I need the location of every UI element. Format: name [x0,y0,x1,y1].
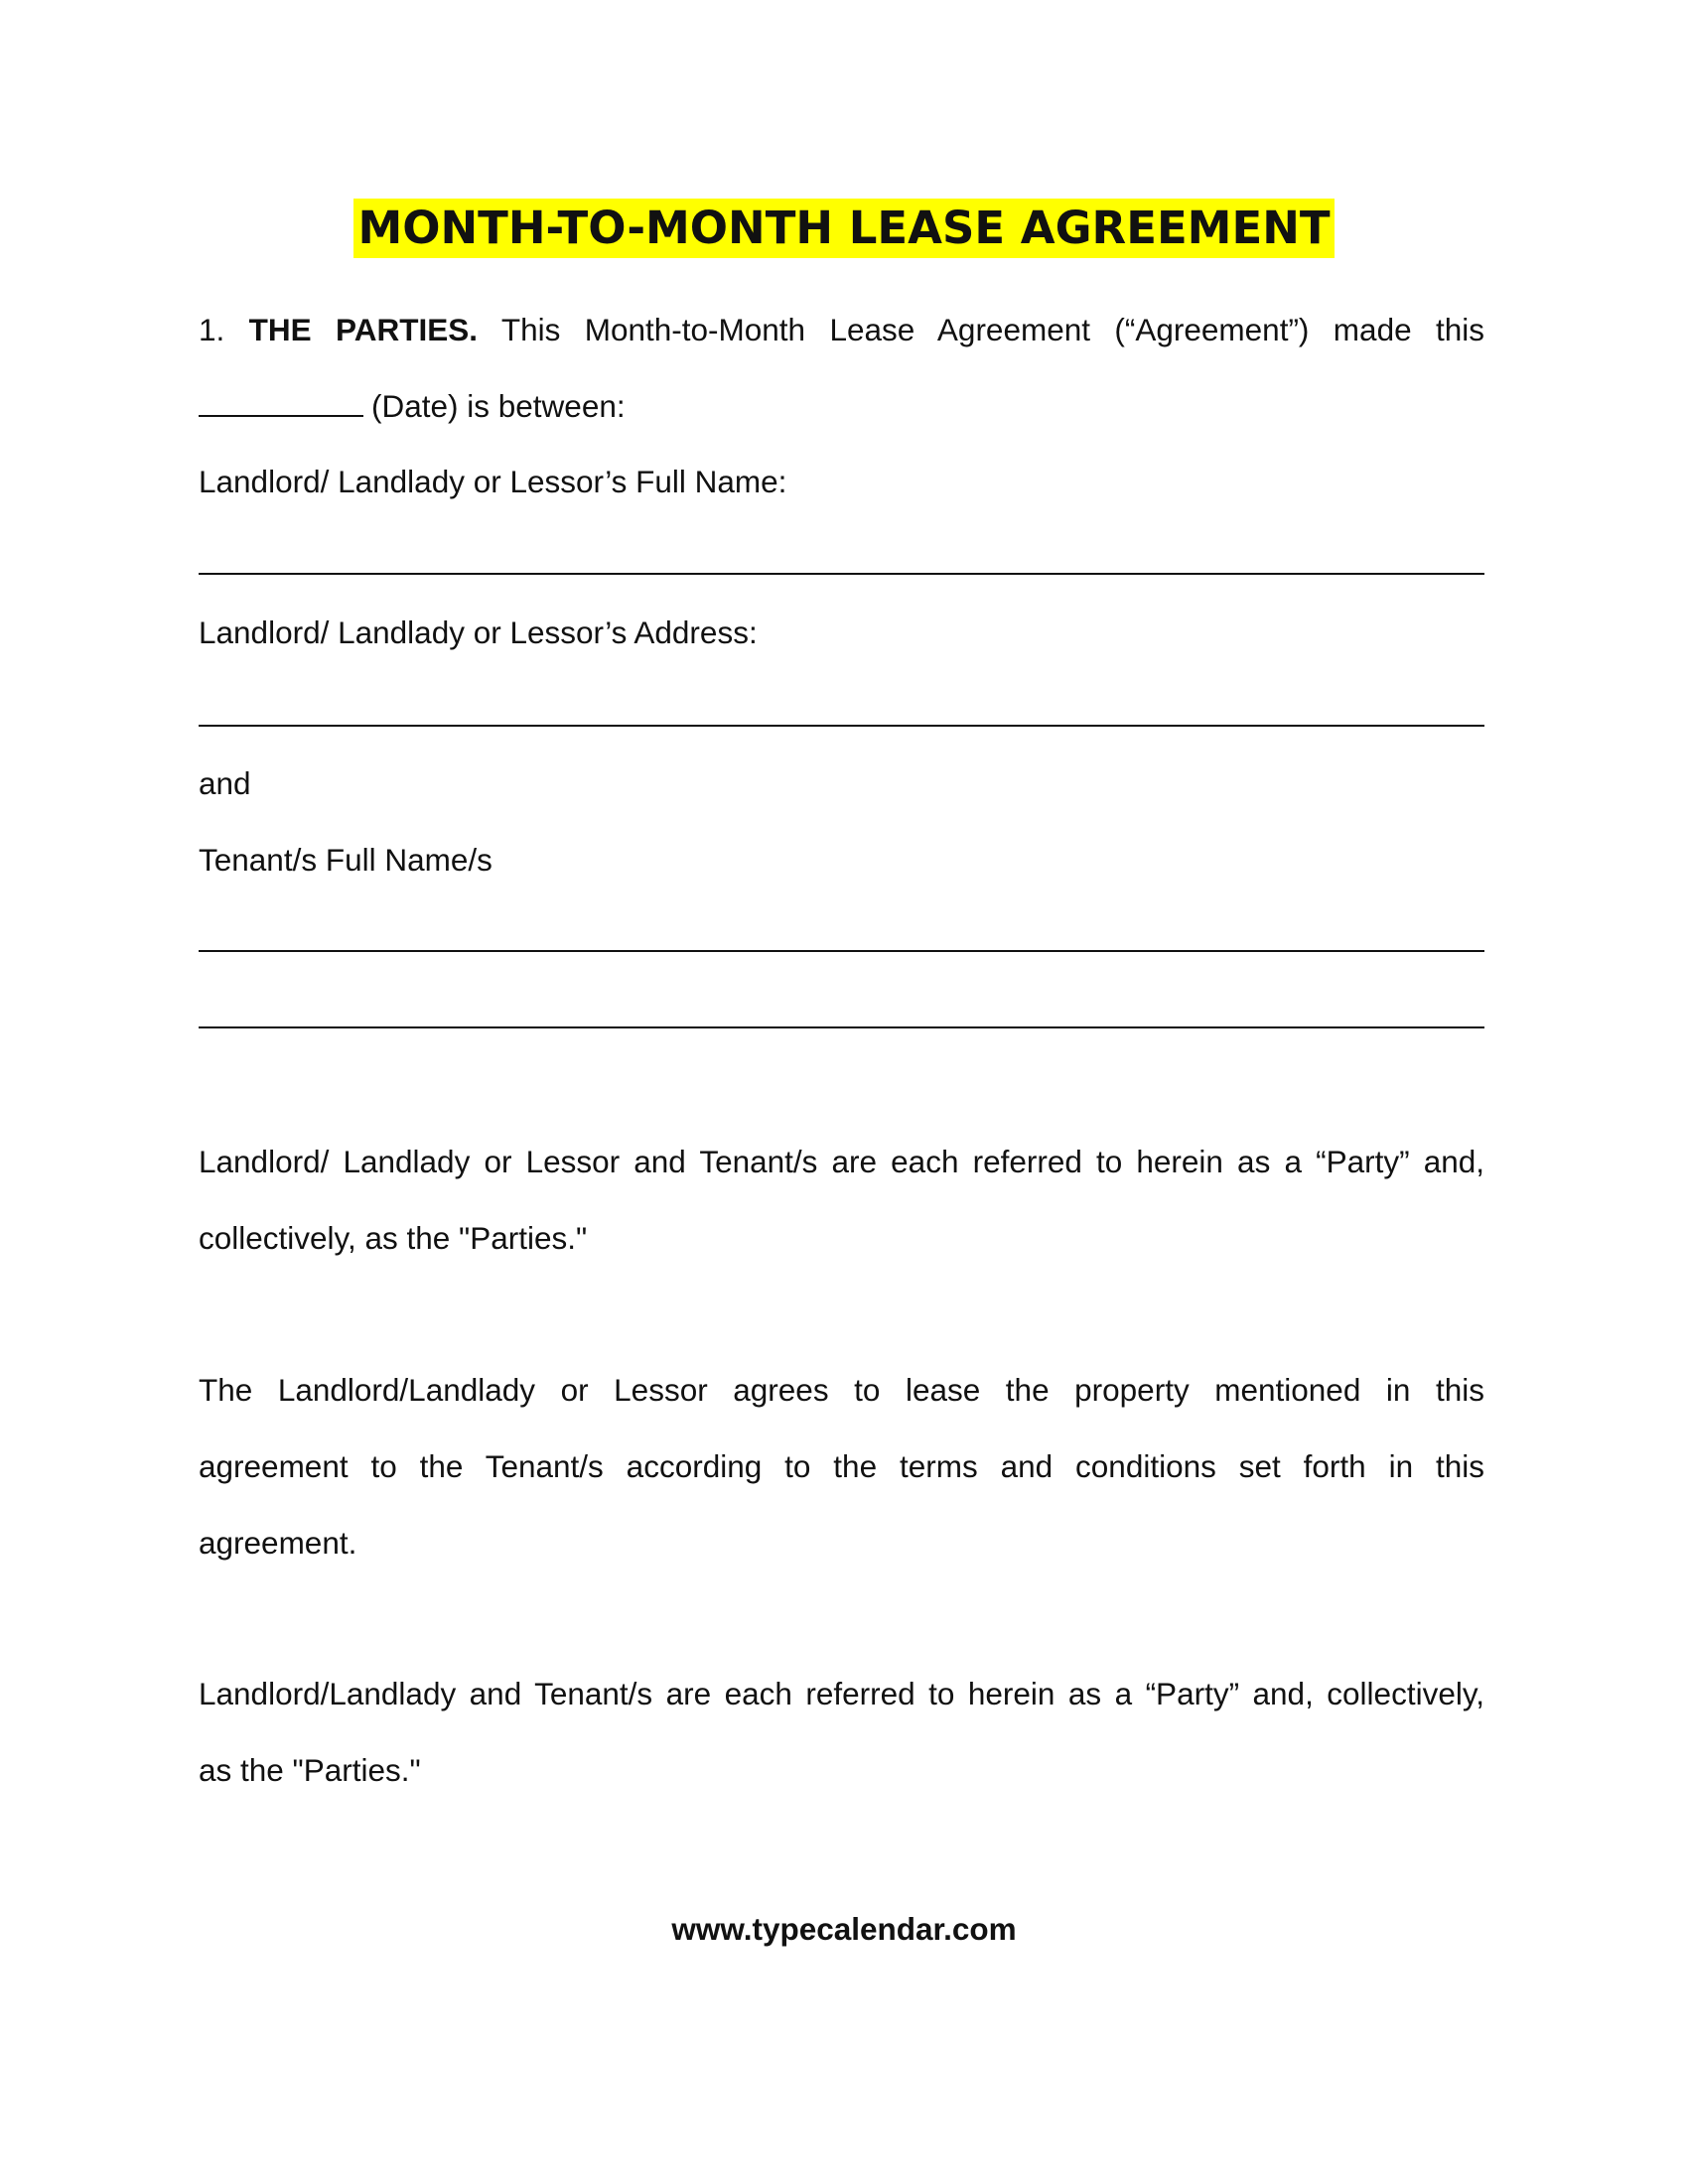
section1-number: 1. [199,312,225,347]
date-suffix: (Date) is between: [371,388,626,424]
tenant-name-line-2[interactable] [199,1026,1484,1028]
section1-line2 [199,387,1484,425]
section1-heading: THE PARTIES. [248,312,478,347]
para-lease-line1: The Landlord/Landlady or Lessor agrees to lease the property mentioned in this [199,1372,1484,1408]
para-parties-line2: collectively, as the "Parties." [199,1220,588,1256]
title-wrap [0,199,1688,258]
tenant-name-line-1[interactable] [199,950,1484,952]
footer-url[interactable]: www.typecalendar.com [671,1911,1017,1947]
para-parties2-line1: Landlord/Landlady and Tenant/s are each referred to herein as a “Party” and, collectively, [199,1676,1484,1711]
tenant-names-label: Tenant/s Full Name/s [199,842,492,878]
landlord-name-line[interactable] [199,573,1484,575]
para-parties-line1: Landlord/ Landlady or Lessor and Tenant/s are each referred to herein as a “Party” and, [199,1144,1484,1179]
document-title: MONTH-TO-MONTH LEASE AGREEMENT [353,199,1334,258]
para-lease-line3: agreement. [199,1525,357,1561]
landlord-address-line[interactable] [199,725,1484,727]
and-label: and [199,765,251,801]
section1-intro: This Month-to-Month Lease Agreement (“Agreement”) made this [500,312,1485,347]
date-blank[interactable] [199,387,363,417]
section1-line1 [199,311,1484,348]
landlord-address-label: Landlord/ Landlady or Lessor’s Address: [199,614,758,650]
para-parties2-line2: as the "Parties." [199,1752,421,1788]
landlord-name-label: Landlord/ Landlady or Lessor’s Full Name: [199,464,787,499]
para-lease-line2: agreement to the Tenant/s according to the terms and conditions set forth in this [199,1448,1484,1484]
